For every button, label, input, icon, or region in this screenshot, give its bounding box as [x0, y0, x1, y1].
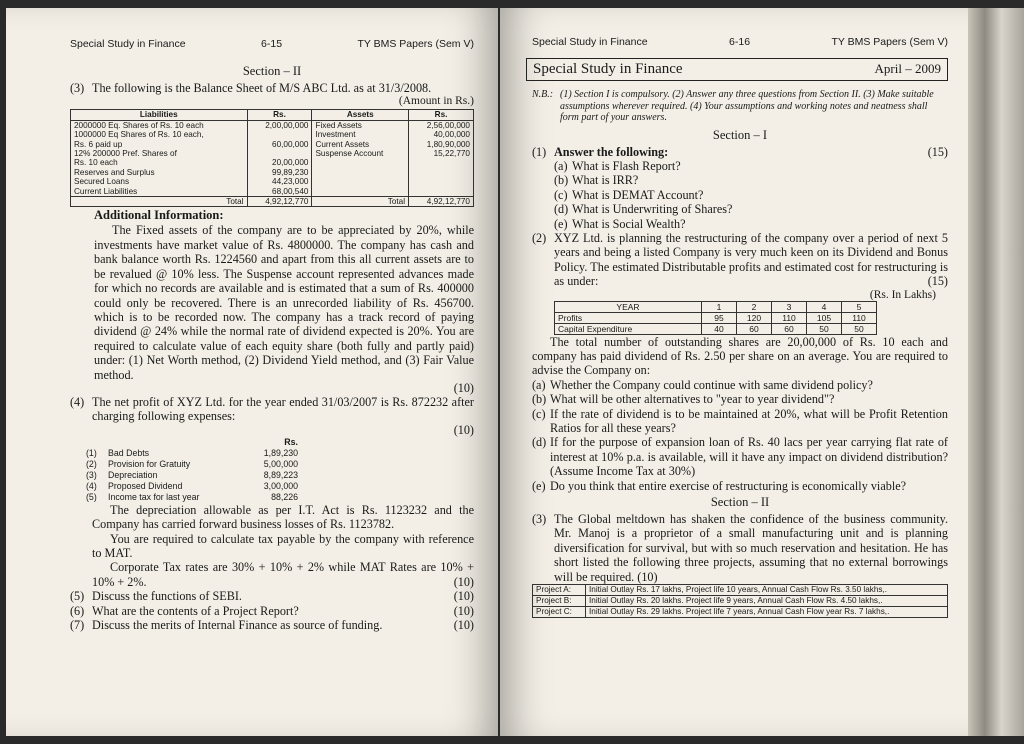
q1-item-letter: (b)	[554, 173, 569, 188]
project-desc: Initial Outlay Rs. 29 lakhs. Project life 7 years, Annual Cash Flow year Rs. 7 lakhs,.	[586, 607, 948, 618]
bs-cell: Reserves and Surplus	[71, 168, 248, 177]
q4-marks: (10)	[453, 422, 474, 437]
q1-item	[554, 217, 948, 231]
expense-value: 88,226	[271, 491, 298, 502]
balance-sheet-table	[70, 109, 474, 207]
bs-row	[71, 149, 474, 158]
question-7: (7) Discuss the merits of Internal Finance as source of funding. (10)	[70, 618, 474, 632]
bs-total-cell: 4,92,12,770	[409, 197, 474, 207]
right-header-book: TY BMS Papers (Sem V)	[831, 36, 948, 48]
q1-item-letter: (a)	[554, 158, 568, 173]
expense-value: 3,00,000	[263, 480, 298, 491]
projects-table	[532, 584, 948, 618]
bs-header-cell: Assets	[312, 110, 409, 120]
right-header-title: Special Study in Finance	[532, 36, 648, 48]
question-6: (6) What are the contents of a Project Report? (10)	[70, 603, 474, 618]
bs-row	[71, 120, 474, 130]
right-running-header	[532, 36, 948, 48]
bs-cell: 99,89,230	[247, 168, 312, 177]
additional-info-text: The Fixed assets of the company are to be appreciated by 20%, while investments have market value of Rs. 4800000. The company has cash and bank balance worth Rs. 1224560 and apart from this all current assets are to be revalued @ 10% less. The Suspense account represented advances made for which no records are available and is estimated that a sum of Rs. 400000 could only be recovered. There is an unrecorded liability of Rs. 456700. which is to be recorded now. The company has a track record of paying dividend @ 24% while the normal rate of dividend expected is 20%. You are required to calculate value of each equity share (both fully and partly paid) under: (1) Net Worth method, (2) Dividend Yield method, and (3) Fair Value method.	[94, 223, 474, 382]
q2-item-letter: (d)	[532, 435, 547, 450]
question-2: (2) XYZ Ltd. is planning the restructuring of the company over a period of next 5 years and being a listed Company is very much keen on its Dividend and Bonus Policy. The estimated Distributable profits and estimated cost for restructuring is as under: (15)	[532, 230, 948, 289]
year-head-cell: 4	[807, 301, 842, 312]
year-table-header	[555, 301, 877, 312]
expense-row	[86, 492, 474, 503]
year-cell: Capital Expenditure	[555, 323, 702, 334]
year-table-row	[555, 312, 877, 323]
q1-item-text: What is DEMAT Account?	[572, 187, 704, 202]
q2-item-text: Do you think that entire exercise of restructuring is economically viable?	[550, 478, 907, 493]
bs-cell: Secured Loans	[71, 177, 248, 186]
q1-item-text: What is IRR?	[572, 173, 639, 188]
expense-row	[86, 481, 474, 492]
question-5: (5) Discuss the functions of SEBI. (10)	[70, 589, 474, 604]
q2-item-letter: (b)	[532, 392, 547, 407]
bs-cell: 44,23,000	[247, 177, 312, 186]
left-header-book: TY BMS Papers (Sem V)	[357, 38, 474, 50]
additional-info-title: Additional Information:	[94, 208, 224, 223]
q1-item-text: What is Underwriting of Shares?	[572, 202, 733, 217]
bs-total-cell: Total	[312, 197, 409, 207]
bs-row	[71, 158, 474, 167]
right-header-page: 6-16	[729, 36, 751, 48]
q2-item	[532, 392, 948, 406]
bs-cell	[247, 130, 312, 139]
expense-row	[86, 470, 474, 481]
year-cell: 50	[842, 323, 877, 334]
bs-total-cell: 4,92,12,770	[247, 197, 312, 207]
project-row	[533, 596, 948, 607]
q4-tax-rates: Corporate Tax rates are 30% + 10% + 2% while MAT Rates are 10% + 10% + 2%. (10)	[92, 560, 474, 589]
expense-label: Depreciation	[108, 469, 158, 480]
year-cell: 110	[772, 312, 807, 323]
project-desc: Initial Outlay Rs. 20 lakhs. Project life 9 years, Annual Cash Flow Rs. 4.50 lakhs,.	[586, 596, 948, 607]
project-row	[533, 607, 948, 618]
bs-cell	[312, 158, 409, 167]
bs-cell	[409, 177, 474, 186]
bs-cell: Rs. 6 paid up	[71, 140, 248, 149]
right-page	[500, 8, 968, 736]
bs-cell	[409, 187, 474, 197]
bs-cell: Suspense Account	[312, 149, 409, 158]
banner-date: April – 2009	[874, 61, 941, 76]
bs-header-cell: Rs.	[247, 110, 312, 120]
q2-shares-text: The total number of outstanding shares are 20,00,000 of Rs. 10 each and company has paid dividend of Rs. 2.50 per share on an average. You are required to advise the Company on:	[532, 334, 948, 378]
year-cell: 95	[702, 312, 737, 323]
q2-item-text: If the rate of dividend is to be maintained at 20%, what will be Profit Retention Ratios for all these years?	[550, 406, 948, 435]
left-header-title: Special Study in Finance	[70, 38, 186, 50]
year-head-cell: 2	[737, 301, 772, 312]
year-table-row	[555, 323, 877, 334]
q2-item-text: Whether the Company could continue with same dividend policy?	[550, 377, 873, 392]
bs-cell: 1000000 Eq Shares of Rs. 10 each,	[71, 130, 248, 139]
bs-cell	[409, 158, 474, 167]
bs-row	[71, 130, 474, 139]
q2-item-letter: (c)	[532, 406, 546, 421]
expense-num: (2)	[86, 458, 97, 469]
bs-row	[71, 187, 474, 197]
q2-item	[532, 407, 948, 436]
bs-cell: 60,00,000	[247, 140, 312, 149]
bs-cell: Rs. 10 each	[71, 158, 248, 167]
q3-marks: (10)	[453, 380, 474, 395]
year-cell: 110	[842, 312, 877, 323]
left-running-header	[70, 38, 474, 50]
bs-cell	[312, 168, 409, 177]
expenses-header: Rs.	[284, 436, 298, 447]
bs-cell: 2000000 Eq. Shares of Rs. 10 each	[71, 120, 248, 130]
bs-cell	[409, 168, 474, 177]
bs-cell: 20,00,000	[247, 158, 312, 167]
left-page	[6, 8, 498, 736]
year-head-cell: YEAR	[555, 301, 702, 312]
project-desc: Initial Outlay Rs. 17 lakhs, Project life 10 years, Annual Cash Flow Rs. 3.50 lakhs,.	[586, 585, 948, 596]
q2-item	[532, 378, 948, 392]
expense-label: Bad Debts	[108, 447, 150, 458]
q2-item	[532, 479, 948, 493]
year-cell: 60	[772, 323, 807, 334]
project-row	[533, 585, 948, 596]
q1-item-letter: (d)	[554, 202, 569, 217]
q2-item-text: What will be other alternatives to "year to year dividend"?	[550, 392, 835, 407]
expense-row	[86, 459, 474, 470]
year-cell: Profits	[555, 312, 702, 323]
expense-value: 8,89,223	[263, 469, 298, 480]
bs-header-cell: Rs.	[409, 110, 474, 120]
year-head-cell: 3	[772, 301, 807, 312]
q1-item-text: What is Flash Report?	[572, 158, 681, 173]
question-4: (4) The net profit of XYZ Ltd. for the year ended 31/03/2007 is Rs. 872232 after charging following expenses:	[70, 394, 474, 424]
bs-cell: 68,00,540	[247, 187, 312, 197]
expense-label: Provision for Gratuity	[108, 458, 191, 469]
left-header-page: 6-15	[261, 38, 283, 50]
project-name: Project C:	[533, 607, 586, 618]
bs-cell: Fixed Assets	[312, 120, 409, 130]
bs-header-cell: Liabilities	[71, 110, 248, 120]
bs-cell: 1,80,90,000	[409, 140, 474, 149]
expense-value: 5,00,000	[263, 458, 298, 469]
expense-num: (4)	[86, 480, 97, 491]
expenses-list	[86, 437, 474, 503]
q1-item	[554, 173, 948, 187]
q2-item-letter: (a)	[532, 377, 546, 392]
section-heading: Section – II	[242, 64, 302, 78]
expense-label: Proposed Dividend	[108, 480, 183, 491]
bs-total-cell: Total	[71, 197, 248, 207]
year-cell: 60	[737, 323, 772, 334]
year-cell: 120	[737, 312, 772, 323]
question-3: (3) The following is the Balance Sheet of M/S ABC Ltd. as at 31/3/2008.	[70, 81, 432, 95]
q1-item	[554, 202, 948, 216]
bs-cell	[247, 149, 312, 158]
question-2-items	[532, 378, 948, 493]
q4-depreciation-text: The depreciation allowable as per I.T. Act is Rs. 1123232 and the Company has carried forward business losses of Rs. 1123782.	[92, 502, 474, 532]
year-cell: 105	[807, 312, 842, 323]
question-1-items	[532, 159, 948, 231]
bs-cell: 15,22,770	[409, 149, 474, 158]
bs-cell: 12% 200000 Pref. Shares of	[71, 149, 248, 158]
q1-item-letter: (c)	[554, 187, 568, 202]
expense-num: (5)	[86, 491, 97, 502]
instructions: N.B.: (1) Section I is compulsory. (2) Answer any three questions from Section II. (3) Make suitable assumptions wherever required. (4) Your assumptions and working notes and neatness shall form part of your answers.	[532, 89, 934, 123]
question-3-right: (3) The Global meltdown has shaken the confidence of the business community. Mr. Manoj is a proprietor of a small manufacturing unit and is planning diversification for survival, but with so much reservation and hesitation. He has short listed the following three projects, assuming that no external borrowings will be required. (10)	[532, 512, 948, 584]
q2-item-letter: (e)	[532, 478, 546, 493]
banner-title: Special Study in Finance	[533, 61, 683, 77]
q4-mat-text: You are required to calculate tax payable by the company with reference to MAT.	[92, 531, 474, 560]
amount-note: (Amount in Rs.)	[398, 95, 474, 108]
year-cell: 50	[807, 323, 842, 334]
q2-item	[532, 435, 948, 478]
expense-value: 1,89,230	[263, 447, 298, 458]
bs-row	[71, 140, 474, 149]
year-table	[554, 301, 877, 335]
paper-banner	[526, 58, 948, 81]
section-2-heading: Section – II	[710, 495, 770, 510]
bs-row	[71, 177, 474, 186]
book-edge	[968, 8, 1024, 736]
bs-cell: 2,56,00,000	[409, 120, 474, 130]
expense-row	[86, 448, 474, 459]
bs-total-row	[71, 197, 474, 207]
bs-cell: 40,00,000	[409, 130, 474, 139]
lakhs-note: (Rs. In Lakhs)	[869, 288, 936, 301]
bs-cell: 2,00,00,000	[247, 120, 312, 130]
q2-item-text: If for the purpose of expansion loan of Rs. 40 lacs per year carrying flat rate of interest at 10% p.a. is available, will it have any impact on dividend distribution? (Assume Income Tax at 30%)	[550, 435, 948, 479]
year-cell: 40	[702, 323, 737, 334]
bs-row	[71, 168, 474, 177]
bs-cell: Current Assets	[312, 140, 409, 149]
bs-cell	[312, 187, 409, 197]
q1-item-text: What is Social Wealth?	[572, 216, 686, 231]
section-1-heading: Section – I	[712, 127, 768, 142]
year-head-cell: 5	[842, 301, 877, 312]
project-name: Project A:	[533, 585, 586, 596]
bs-cell	[312, 177, 409, 186]
question-1: (1) Answer the following: (15)	[532, 144, 948, 159]
bs-cell: Current Liabilities	[71, 187, 248, 197]
expense-num: (3)	[86, 469, 97, 480]
q1-item	[554, 159, 948, 173]
expense-label: Income tax for last year	[108, 491, 200, 502]
q1-item-letter: (e)	[554, 216, 568, 231]
year-head-cell: 1	[702, 301, 737, 312]
q1-item	[554, 188, 948, 202]
bs-cell: Investment	[312, 130, 409, 139]
project-name: Project B:	[533, 596, 586, 607]
expense-num: (1)	[86, 447, 97, 458]
